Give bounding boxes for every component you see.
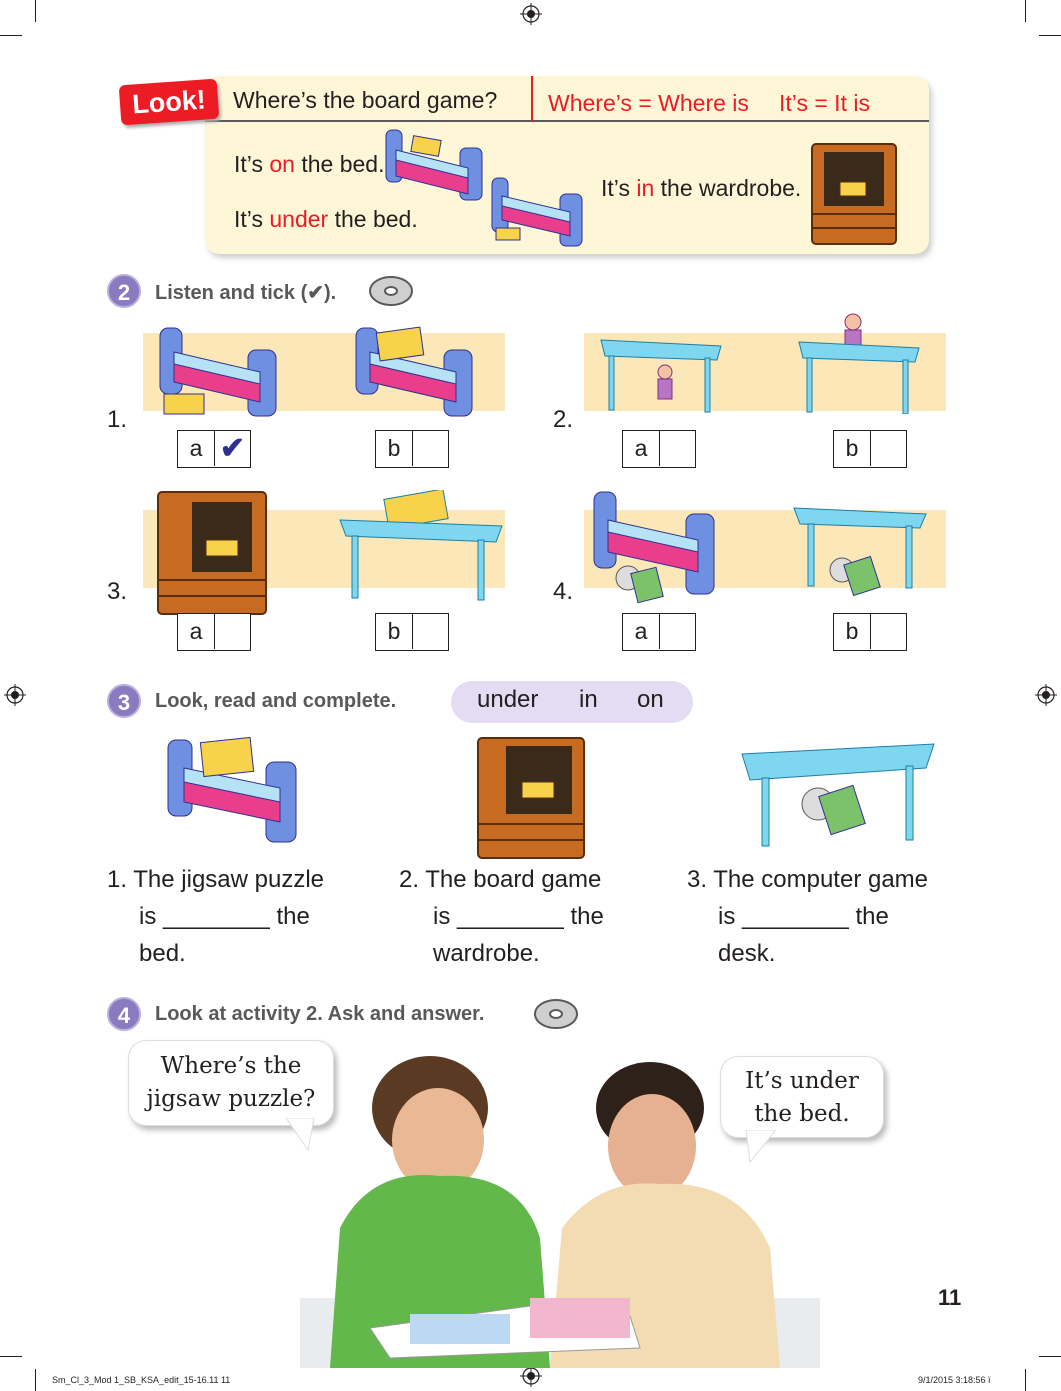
item-3-option-b-checkbox[interactable]: b xyxy=(375,613,449,651)
footer-date: 9/1/2015 3:18:56 ï xyxy=(918,1375,991,1385)
activity-4-number: 4 xyxy=(107,997,141,1031)
audio-cd-icon[interactable] xyxy=(368,274,414,308)
item-4-number: 4. xyxy=(553,578,574,605)
item-1b-bed-puzzle-on xyxy=(348,316,484,420)
crop-mark xyxy=(1039,35,1061,36)
item-3a-wardrobe-game-in xyxy=(156,490,268,616)
item-2a-desk-doll-under xyxy=(597,336,725,414)
item-4b-desk-cd-under xyxy=(790,500,930,610)
crop-mark xyxy=(0,35,22,36)
activity-3-number: 3 xyxy=(107,684,141,718)
speech-bubble-tail xyxy=(738,1130,778,1164)
item-4-option-b-checkbox[interactable]: b xyxy=(833,613,907,651)
activity-2-number: 2 xyxy=(107,274,141,308)
sentence-on: It’s on the bed. xyxy=(234,151,385,177)
crop-mark xyxy=(1025,1369,1026,1391)
registration-mark-icon xyxy=(4,684,26,706)
sentence-2: 2. The board game is ________ the wardrobe. xyxy=(399,866,604,967)
item-2-number: 2. xyxy=(553,406,574,433)
item-3b-desk-game-on xyxy=(336,490,506,602)
audio-cd-icon[interactable] xyxy=(533,997,579,1031)
activity-3-wardrobe-illustration xyxy=(476,736,586,860)
activity-3-desk-cd-illustration xyxy=(738,724,938,850)
sentence-under: It’s under the bed. xyxy=(234,206,418,232)
item-1-option-b-checkbox[interactable]: b xyxy=(375,430,449,468)
crop-mark xyxy=(35,0,36,22)
item-2-option-b-checkbox[interactable]: b xyxy=(833,430,907,468)
word-in: in xyxy=(579,686,598,713)
item-1-option-a-checkbox[interactable]: a ✔ xyxy=(177,430,251,468)
item-1a-bed-puzzle-under xyxy=(152,318,288,418)
registration-mark-icon xyxy=(1035,684,1057,706)
crop-mark xyxy=(1025,0,1026,22)
look-question: Where’s the board game? xyxy=(233,87,498,113)
sentence-1: 1. The jigsaw puzzle is ________ the bed. xyxy=(107,866,325,967)
registration-mark-icon xyxy=(520,1365,542,1387)
activity-3-bed-puzzle-illustration xyxy=(160,728,310,846)
item-2b-desk-doll-on xyxy=(795,308,923,414)
page-number: 11 xyxy=(938,1285,962,1310)
item-4-option-a-checkbox[interactable]: a xyxy=(622,613,696,651)
item-3-number: 3. xyxy=(107,578,128,605)
sentence-in: It’s in the wardrobe. xyxy=(601,175,802,201)
word-on: on xyxy=(637,686,664,713)
crop-mark xyxy=(0,1356,22,1357)
item-3-option-a-checkbox[interactable]: a xyxy=(177,613,251,651)
bed-with-game-under-illustration xyxy=(488,172,588,248)
activity-4-instruction: Look at activity 2. Ask and answer. xyxy=(155,1003,485,1025)
item-4a-bed-cd-under xyxy=(586,484,726,608)
footer-file-info: Sm_Cl_3_Mod 1_SB_KSA_edit_15-16.11 11 xyxy=(52,1375,231,1385)
item-2-option-a-checkbox[interactable]: a xyxy=(622,430,696,468)
speech-bubble-tail xyxy=(284,1118,324,1152)
look-divider xyxy=(531,76,533,122)
speech-bubble-answer: It’s under the bed. xyxy=(720,1056,884,1138)
sentence-3: 3. The computer game is ________ the desk. xyxy=(687,866,929,967)
registration-mark-icon xyxy=(520,3,542,25)
activity-2-instruction: Listen and tick (✔). xyxy=(155,282,337,304)
speech-bubble-question: Where’s the jigsaw puzzle? xyxy=(128,1040,334,1126)
look-badge: Look! xyxy=(119,79,220,126)
crop-mark xyxy=(35,1369,36,1391)
word-bank xyxy=(451,681,693,723)
activity-3-instruction: Look, read and complete. xyxy=(155,690,397,712)
contraction-where: Where’s = Where is xyxy=(548,90,749,116)
item-1-number: 1. xyxy=(107,406,128,433)
contraction-it: It’s = It is xyxy=(779,90,870,116)
crop-mark xyxy=(1039,1356,1061,1357)
bed-with-game-on-illustration xyxy=(382,120,490,202)
wardrobe-illustration xyxy=(810,142,898,246)
word-under: under xyxy=(477,686,539,713)
